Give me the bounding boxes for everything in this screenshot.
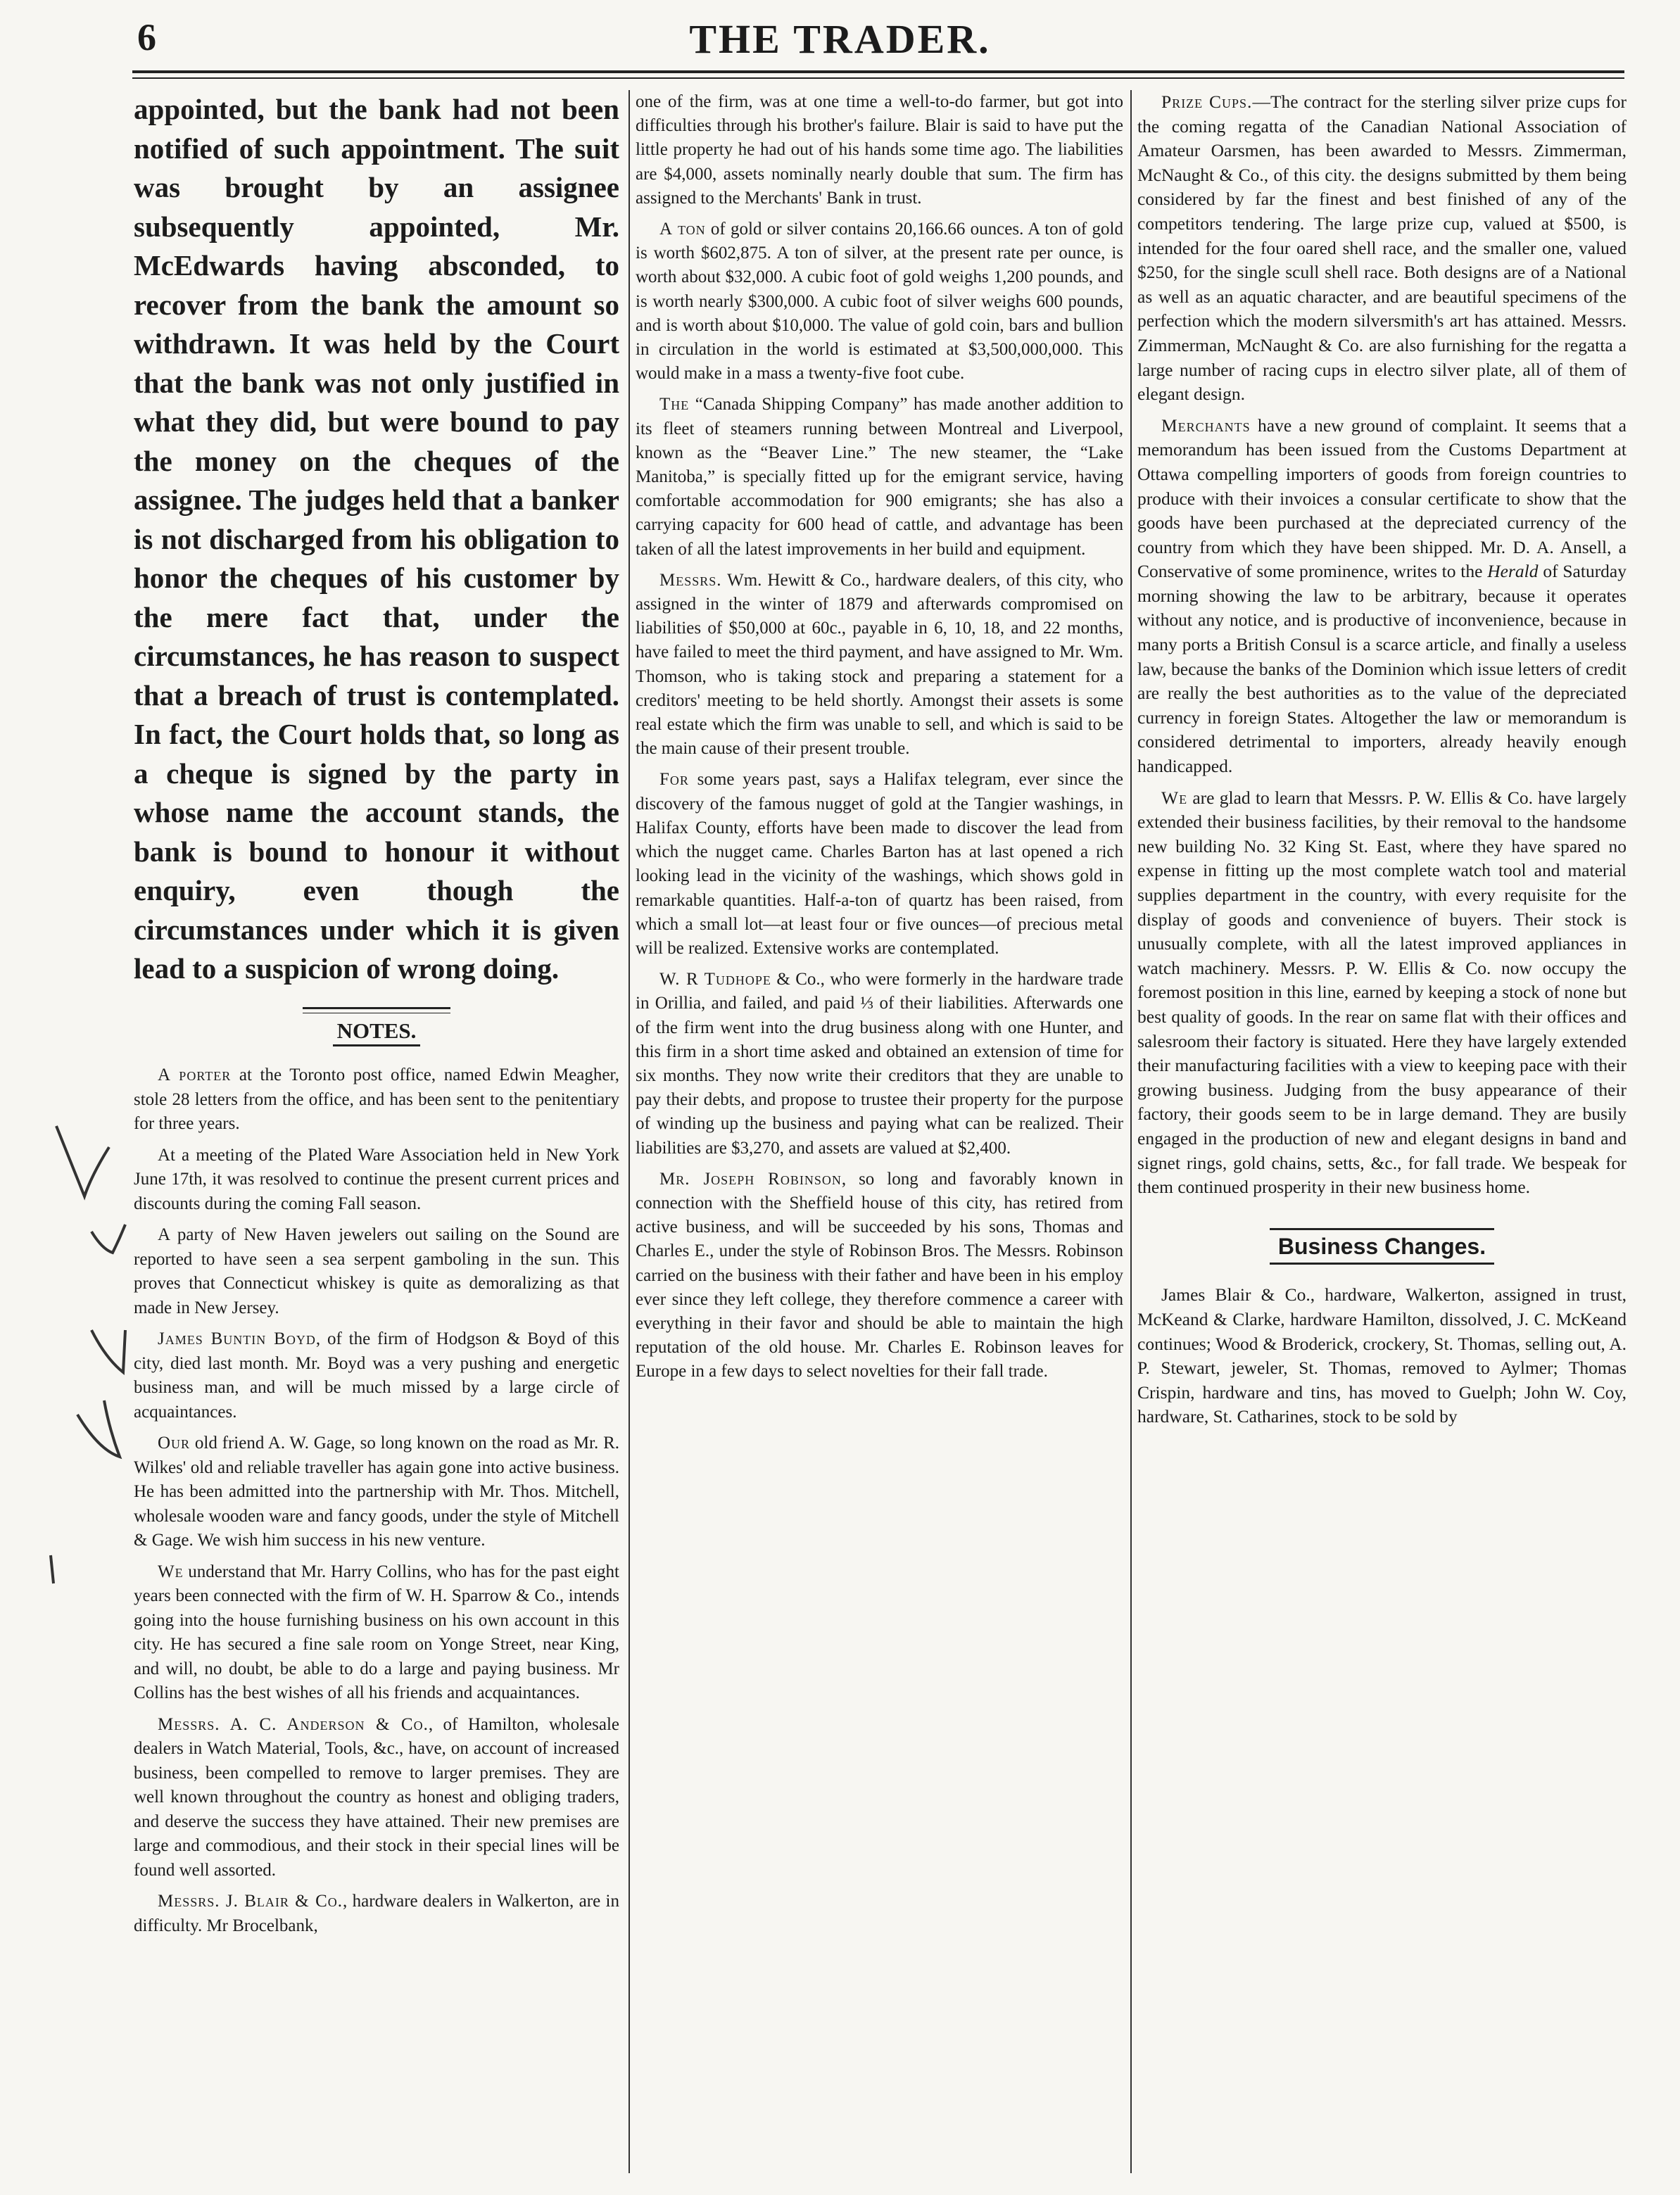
check-mark — [91, 1225, 125, 1253]
check-mark — [56, 1126, 109, 1196]
note-item: W. R Tudhope & Co., who were formerly in the hardware trade in Orillia, and failed, and paid ⅓ of their liabilities. Afterwards one of the firm went into the drug business along with one Hunter, and this firm in a short time asked and obtained an extension of time for six months. They now write their creditors that they are unable to pay their debts, and propose to trustee their property for the purpose of winding up the business and paying what can be realized. Their liabilities are $3,270, and assets are valued at $2,400. — [636, 970, 1123, 1158]
note-item: Prize Cups.—The contract for the sterling silver prize cups for the coming regatta of the Canadian National Association of Amateur Oarsmen, has been awarded to Messrs. Zimmerman, McNaught & Co., of this city. the designs submitted by them being considered by far the finest and best finished of any of the competitors tendering. The large prize cup, valued at $500, is intended for the four oared shell race, and the smaller one, valued $250, for the single scull shell race. Both designs are of a National as well as an aquatic character, and are beautiful specimens of the perfection which the modern silversmith's art has attained. Messrs. Zimmerman, McNaught & Co. are also furnishing for the regatta a large number of racing cups in electro silver plate, all of them of elegant design. — [1137, 91, 1627, 405]
check-mark — [77, 1400, 120, 1457]
note-item: The “Canada Shipping Company” has made another addition to its fleet of steamers running between Montreal and Liverpool, known as the “Beaver Line.” The new steamer, the “Lake Manitoba,” is specially fitted up for the emigrant service, having comfortable accommodation for 900 emigrants; she has also a carrying capacity for 600 head of cattle, and advantage has been taken of all the latest improvements in her build and equipment. — [636, 395, 1123, 559]
check-mark — [91, 1330, 125, 1372]
note-item: We understand that Mr. Harry Collins, who has for the past eight years been connected with the firm of W. H. Sparrow & Co., intends going into the house furnishing business on his own account in this city. He has secured a fine sale room on Yonge Street, near King, and will, no doubt, be able to do a large and paying business. Mr Collins has the best wishes of all his friends and acquaintances. — [134, 1562, 619, 1702]
note-item: one of the firm, was at one time a well-to-do farmer, but got into difficulties through his brother's failure. Blair is said to have put the little property he had out of his hands some time ago. The liabilities are $4,000, assets nominally nearly double that sum. The firm has assigned to the Merchants' Bank in trust. — [636, 92, 1123, 208]
note-item: Mr. Joseph Robinson, so long and favorably known in connection with the Sheffield house of this city, has retired from active business, and will be succeeded by his sons, Thomas and Charles E., under the style of Robinson Bros. The Messrs. Robinson carried on the business with their father and have been in his employ ever since they left college, they therefore commence a career with everything in their favor and should be able to maintain the high reputation of the old house. Mr. Charles E. Robinson leaves for Europe in a few days to select novelties for their fall trade. — [636, 1169, 1123, 1381]
pencil-marks — [42, 1119, 134, 1612]
note-item: At a meeting of the Plated Ware Association held in New York June 17th, it was resolved to continue the present current prices and discounts during the coming Fall season. — [134, 1145, 619, 1213]
note-item: Messrs. Wm. Hewitt & Co., hardware dealers, of this city, who assigned in the winter of 1879 and afterwards compromised on liabilities of $50,000 at 60c., payable in 6, 10, 18, and 22 months, have failed to meet the third payment, and have assigned to Mr. Wm. Thomson, who is taking stock and preparing a statement for a creditors' meeting to be held shortly. Amongst their assets is some real estate which the firm was unable to sell, and which is said to be the main cause of their present trouble. — [636, 570, 1123, 759]
heading-rule — [303, 1007, 450, 1013]
column-left — [134, 90, 619, 1945]
page-header — [0, 0, 1680, 91]
note-item: We are glad to learn that Messrs. P. W. Ellis & Co. have largely extended their business facilities, by their removal to the handsome new building No. 32 King St. East, where they have spared no expense in fitting up the most complete watch tool and material supplies department in the country, with every requisite for the display of goods and convenience of buyers. Their stock is unusually complete, with all the latest improved appliances in watch machinery. Messrs. P. W. Ellis & Co. now occupy the foremost position in this line, earned by keeping a stock of none but best quality of goods. In the rear on same flat with their offices and salesroom their factory is situated. Here they have largely extended their manufacturing facilities with a view to keeping pace with their growing business. Judging from the busy appearance of their factory, their goods seem to be in large demand. They are busily engaged in the production of new and elegant designs in band and signet rings, gold chains, setts, &c., for fall trade. We bespeak for them continued prosperity in their new business home. — [1137, 787, 1627, 1198]
column-middle — [636, 90, 1123, 1391]
note-item: A ton of gold or silver contains 20,166.66 ounces. A ton of gold is worth $602,875. A ton of silver, at the present rate per ounce, is worth about $32,000. A cubic foot of gold weighs 1,200 pounds, and is worth nearly $300,000. A cubic foot of silver weighs 600 pounds, and is worth about $10,000. The value of gold coin, bars and bullion in circulation in the world is estimated at $3,500,000,000. This would make in a mass a twenty-five foot cube. — [636, 220, 1123, 384]
note-item: Merchants have a new ground of complaint. It seems that a memorandum has been issued from the Customs Department at Ottawa compelling importers of goods from foreign countries to produce with their invoices a consular certificate to show that the goods have been purchased at the depreciated currency of the country from which they have been shipped. Mr. D. A. Ansell, a Conservative of some prominence, writes to the Herald of Saturday morning showing the law to be arbitrary, because it operates without any notice, and is productive of inconvenience, because in many ports a British Consul is a scarce article, and finally a useless law, because the banks of the Dominion which issue letters of credit are really the best authorities as to the value of the depreciated currency in foreign States. Altogether the law or memorandum is considered detrimental to importers, already heavily enough handicapped. — [1137, 415, 1627, 777]
note-item: For some years past, says a Halifax telegram, ever since the discovery of the famous nugget of gold at the Tangier washings, in Halifax County, efforts have been made to discover the lead from which the nugget came. Charles Barton has at last opened a rich looking lead in the vicinity of the washings, which shows gold in remarkable quantities. Half-a-ton of quartz has been raised, from which a small lot—at least four or five ounces—of precious metal will be realized. Extensive works are contemplated. — [636, 770, 1123, 958]
note-item: A party of New Haven jewelers out sailing on the Sound are reported to have seen a sea serpent gamboling in the sun. This proves that Connecticut whiskey is quite as demoralizing as that made in New Jersey. — [134, 1225, 619, 1317]
notes-heading-title: NOTES. — [333, 1019, 421, 1047]
column-right — [1137, 90, 1627, 1436]
check-mark — [51, 1555, 53, 1583]
header-rule — [132, 70, 1624, 79]
business-changes-heading — [1137, 1228, 1627, 1265]
article-continuation: appointed, but the bank had not been notified of such appointment. The suit was brought by an assignee subsequently appointed, Mr. McEdwards having absconded, to recover from the bank the amount so withdrawn. It was held by the Court that the bank was not only justified in what they did, but were bound to pay the money on the cheques of the assignee. The judges held that a banker is not discharged from his obligation to honor the cheques of his customer by the mere fact that, under the circumstances, he has reason to suspect that a breach of trust is contemplated. In fact, the Court holds that, so long as a cheque is signed by the party in whose name the account stands, the bank is bound to honour it without enquiry, even though the circumstances under which it is given lead to a suspicion of wrong doing. — [134, 93, 619, 985]
business-changes-title: Business Changes. — [1270, 1228, 1494, 1265]
note-item: James Buntin Boyd, of the firm of Hodgson & Boyd of this city, died last month. Mr. Boyd was a very pushing and energetic business man, and will be much missed by a large circle of acquaintances. — [134, 1329, 619, 1422]
note-item: Messrs. A. C. Anderson & Co., of Hamilton, wholesale dealers in Watch Material, Tools, &c., have, on account of increased business, been compelled to remove to larger premises. They are well known throughout the country as honest and obliging traders, and deserve the success they have attained. Their new premises are large and commodious, and their stock in their special lines will be found well assorted. — [134, 1714, 619, 1880]
note-item: Messrs. J. Blair & Co., hardware dealers in Walkerton, are in difficulty. Mr Brocelbank, — [134, 1892, 619, 1935]
note-item: A porter at the Toronto post office, named Edwin Meagher, stole 28 letters from the office, and has been sent to the penitentiary for three years. — [134, 1065, 619, 1133]
note-item: Our old friend A. W. Gage, so long known on the road as Mr. R. Wilkes' old and reliable traveller has again gone into active business. He has been admitted into the partnership with Mr. Thos. Mitchell, wholesale wooden ware and fancy goods, under the style of Mitchell & Gage. We wish him success in his new venture. — [134, 1434, 619, 1550]
column-divider — [629, 90, 630, 2173]
page-number: 6 — [137, 16, 156, 58]
column-divider — [1130, 90, 1132, 2173]
masthead-title: THE TRADER. — [689, 16, 991, 62]
notes-heading — [134, 1007, 619, 1047]
business-changes-text: James Blair & Co., hardware, Walkerton, assigned in trust, McKeand & Clarke, hardware Hamilton, dissolved, J. C. McKeand continues; Wood & Broderick, crockery, St. Thomas, selling out, A. P. Stewart, jeweler, St. Thomas, removed to Aylmer; Thomas Crispin, hardware and tins, has moved to Guelph; John W. Coy, hardware, St. Catharines, stock to be sold by — [1137, 1284, 1627, 1427]
